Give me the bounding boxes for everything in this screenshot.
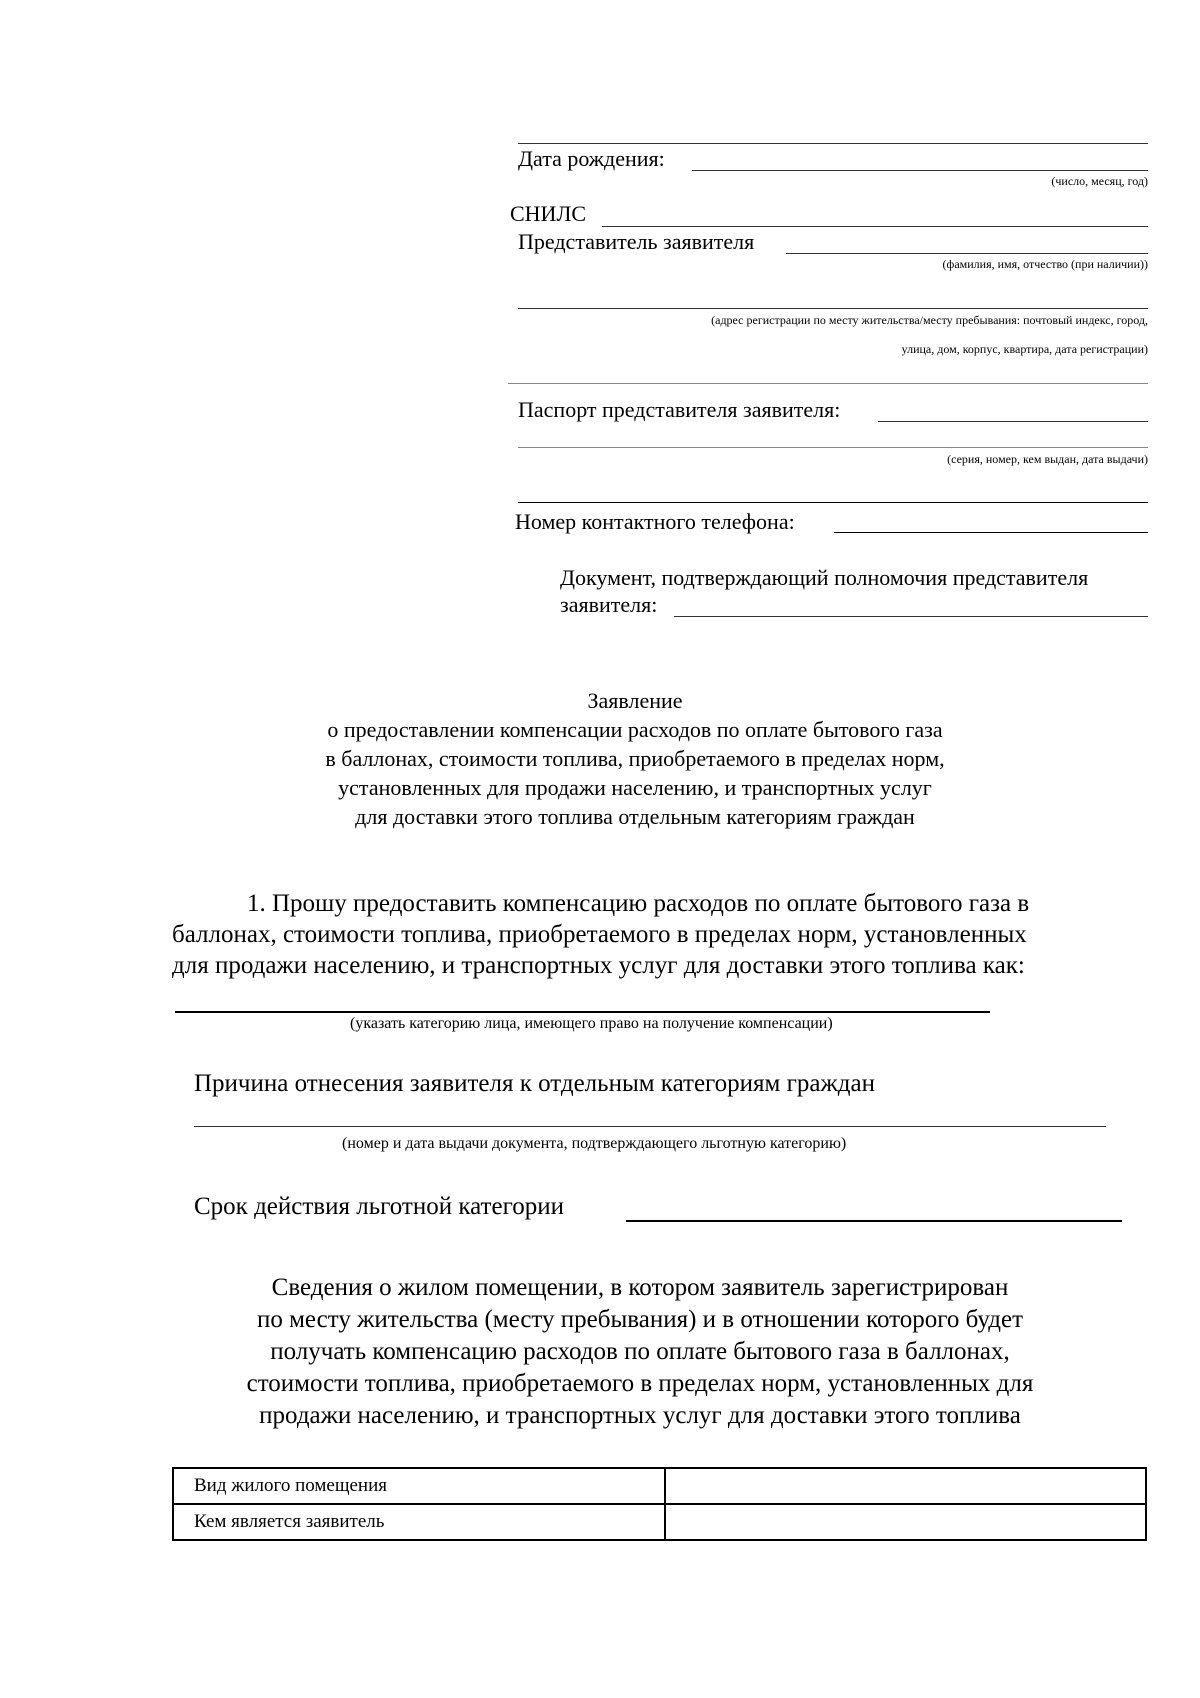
validity-label: Срок действия льготной категории [194, 1193, 564, 1220]
table-cell-value[interactable] [665, 1504, 1146, 1540]
para1-line2: баллонах, стоимости топлива, приобретаемого в пределах норм, установленных [172, 921, 1027, 948]
passport-field[interactable] [878, 421, 1148, 422]
housing-line-3: получать компенсацию расходов по оплате бытового газа в баллонах, [270, 1338, 1010, 1365]
birth-date-hint: (число, месяц, год) [1051, 174, 1148, 188]
birth-date-field[interactable] [692, 170, 1148, 171]
para1-line3: для продажи населению, и транспортных услуг для доставки этого топлива как: [172, 952, 1025, 979]
representative-field[interactable] [786, 253, 1148, 254]
para1-line1: 1. Прошу предоставить компенсацию расходов по оплате бытового газа в [247, 890, 1030, 917]
housing-line-4: стоимости топлива, приобретаемого в пределах норм, установленных для [246, 1370, 1034, 1397]
authority-doc-line1: Документ, подтверждающий полномочия представителя [560, 565, 1089, 590]
table-cell-value[interactable] [665, 1468, 1146, 1504]
snils-label: СНИЛС [510, 201, 587, 226]
table-cell-label: Вид жилого помещения [173, 1468, 665, 1504]
title-line-4: установленных для продажи населению, и транспортных услуг [338, 775, 932, 800]
phone-field[interactable] [834, 532, 1148, 533]
snils-field[interactable] [602, 226, 1148, 227]
table-row [173, 1504, 1146, 1540]
reason-hint: (номер и дата выдачи документа, подтверждающего льготную категорию) [342, 1135, 847, 1152]
validity-field[interactable] [626, 1220, 1122, 1222]
title-line-2: о предоставлении компенсации расходов по оплате бытового газа [327, 717, 943, 742]
passport-hint: (серия, номер, кем выдан, дата выдачи) [947, 452, 1148, 466]
birth-date-label: Дата рождения: [518, 146, 665, 171]
address-hint-line2: улица, дом, корпус, квартира, дата регистрации) [901, 342, 1148, 356]
authority-doc-field[interactable] [674, 616, 1148, 617]
document-title [200, 686, 1070, 831]
representative-hint: (фамилия, имя, отчество (при наличии)) [942, 257, 1148, 271]
address-field[interactable] [518, 308, 1148, 309]
passport-field-3[interactable] [518, 502, 1148, 503]
title-line-3: в баллонах, стоимости топлива, приобретаемого в пределах норм, [325, 746, 945, 771]
table-row [173, 1468, 1146, 1504]
address-field-2[interactable] [508, 383, 1148, 384]
table-cell-label: Кем является заявитель [173, 1504, 665, 1540]
address-hint-line1: (адрес регистрации по месту жительства/месту пребывания: почтовый индекс, город, [711, 313, 1148, 327]
authority-doc-line2: заявителя: [560, 592, 658, 617]
title-line-1: Заявление [587, 688, 683, 713]
phone-label: Номер контактного телефона: [515, 509, 795, 534]
housing-line-2: по месту жительства (месту пребывания) и в отношении которого будет [256, 1306, 1024, 1333]
representative-label: Представитель заявителя [518, 229, 755, 254]
category-hint: (указать категорию лица, имеющего право на получение компенсации) [350, 1015, 833, 1032]
housing-line-1: Сведения о жилом помещении, в котором заявитель зарегистрирован [271, 1274, 1009, 1301]
housing-table [172, 1467, 1147, 1541]
passport-label: Паспорт представителя заявителя: [518, 397, 841, 422]
housing-line-5: продажи населению, и транспортных услуг для доставки этого топлива [259, 1402, 1021, 1429]
passport-field-2[interactable] [518, 447, 1148, 448]
reason-field[interactable] [194, 1126, 1106, 1127]
reason-label: Причина отнесения заявителя к отдельным категориям граждан [194, 1070, 875, 1097]
name-underline[interactable] [518, 143, 1148, 144]
title-line-5: для доставки этого топлива отдельным категориям граждан [355, 804, 915, 829]
category-field[interactable] [175, 1011, 990, 1013]
housing-info [170, 1272, 1110, 1432]
